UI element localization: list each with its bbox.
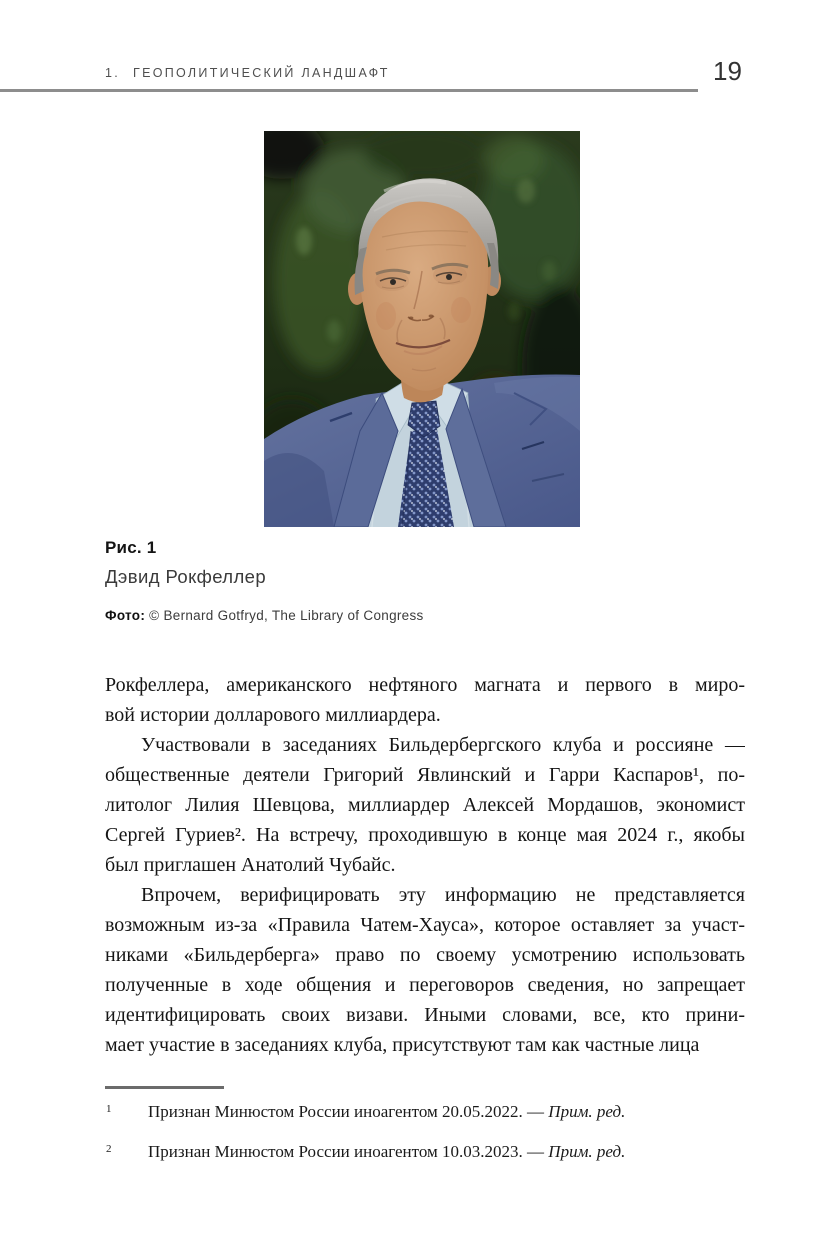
figure-caption: Дэвид Рокфеллер — [105, 566, 267, 587]
portrait-photo — [264, 131, 580, 527]
body-line: Участвовали в заседаниях Бильдербергского клуба и россияне — — [141, 734, 745, 756]
body-line: никами «Бильдерберга» право по своему усмотрению использовать — [105, 944, 745, 966]
running-header — [105, 66, 390, 80]
footnote-note: Прим. ред. — [548, 1102, 626, 1121]
footnote-marker: 1 — [106, 1103, 112, 1115]
body-line: полученные в ходе общения и переговоров сведения, но запрещает — [105, 974, 745, 996]
body-line: Рокфеллера, американского нефтяного магната и первого в миро- — [105, 674, 745, 696]
page-number: 19 — [713, 56, 742, 86]
portrait-illustration — [264, 131, 580, 527]
body-line: литолог Лилия Шевцова, миллиардер Алексей Мордашов, экономист — [105, 794, 745, 816]
footnote-rule — [105, 1086, 224, 1089]
figure-caption-block — [105, 538, 605, 623]
footnote-list — [105, 1101, 745, 1162]
footnote-text: Признан Минюстом России иноагентом 20.05.2022. — — [148, 1102, 549, 1121]
header-rule — [0, 89, 698, 92]
footnote — [105, 1141, 745, 1162]
running-header-title: ГЕОПОЛИТИЧЕСКИЙ ЛАНДШАФТ — [133, 66, 390, 80]
footnote-text: Признан Минюстом России иноагентом 10.03.2023. — — [148, 1142, 549, 1161]
running-header-number: 1. — [105, 66, 121, 80]
body-line: вой истории долларового миллиардера. — [105, 704, 441, 726]
photo-credit-label: Фото: — [105, 608, 146, 623]
footnote — [105, 1101, 745, 1122]
body-line: мает участие в заседаниях клуба, присутствуют там как частные лица — [105, 1034, 700, 1056]
body-line: Впрочем, верифицировать эту информацию не представляется — [141, 884, 745, 906]
body-line: был приглашен Анатолий Чубайс. — [105, 854, 396, 876]
body-text — [105, 670, 745, 1060]
footnote-marker: 2 — [106, 1143, 112, 1155]
body-line: идентифицировать своих визави. Иными словами, все, кто прини- — [105, 1004, 745, 1026]
footnote-note: Прим. ред. — [548, 1142, 626, 1161]
figure-label: Рис. 1 — [105, 538, 157, 557]
photo-credit-text: © Bernard Gotfryd, The Library of Congress — [149, 608, 424, 623]
footnotes — [105, 1086, 745, 1162]
body-line: общественные деятели Григорий Явлинский и Гарри Каспаров¹, по- — [105, 764, 745, 786]
body-line: Сергей Гуриев². На встречу, проходившую в конце мая 2024 г., якобы — [105, 824, 745, 846]
body-line: возможным из-за «Правила Чатем-Хауса», которое оставляет за участ- — [105, 914, 745, 936]
figure-credit — [105, 608, 605, 623]
